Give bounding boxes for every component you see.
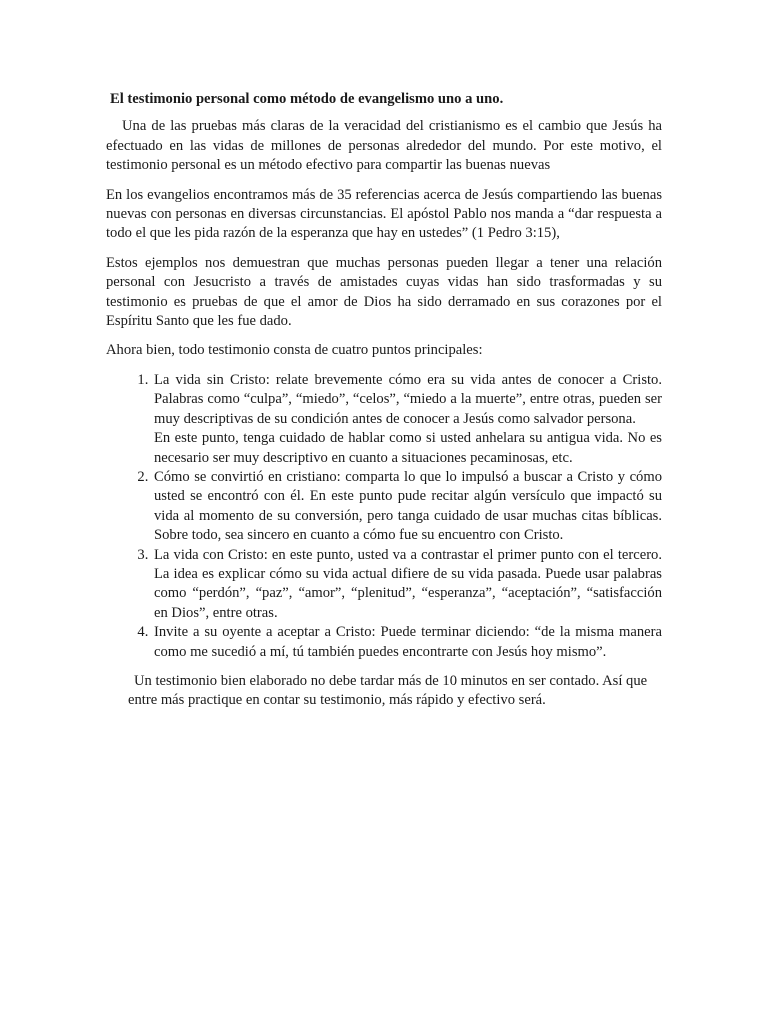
list-item-conversion (152, 468, 662, 546)
document-page (106, 90, 662, 721)
paragraph-points-intro: Ahora bien, todo testimonio consta de cuatro puntos principales: (106, 342, 483, 359)
point-4-text: Invite a su oyente a aceptar a Cristo: Puede terminar diciendo: “de la misma manera como me sucedió a mí, tú también puedes encontrarte con Jesús hoy mismo”. (154, 624, 662, 660)
document-title: El testimonio personal como método de evangelismo uno a uno. (110, 91, 504, 107)
list-item-life-with-christ (152, 546, 662, 624)
point-2-text: Cómo se convirtió en cristiano: comparta lo que lo impulsó a buscar a Cristo y cómo usted se encontró con él. En este punto pude recitar algún versículo que impactó su vida al momento de su conversión, pero tanga cuidado de usar muchas citas bíblicas. Sobre todo, sea sincero en cuanto a cómo fue su encuentro con Cristo. (154, 468, 662, 544)
paragraph-gospels: En los evangelios encontramos más de 35 referencias acerca de Jesús compartiendo las buenas nuevas con personas en diversas circunstancias. El apóstol Pablo nos manda a “dar respuesta a todo el que les pida razón de la esperanza que hay en ustedes” (1 Pedro 3:15), (106, 186, 662, 242)
point-3-text: La vida con Cristo: en este punto, usted va a contrastar el primer punto con el tercero. La idea es explicar cómo su vida actual difiere de su vida pasada. Puede usar palabras como “perdón”, “paz”, “amor”, “plenitud”, “esperanza”, “aceptación”, “satisfacción en Dios”, entre otras. (154, 546, 662, 621)
point-1-extra: En este punto, tenga cuidado de hablar como si usted anhelara su antigua vida. No es necesario ser muy descriptivo en cuanto a situaciones pecaminosas, etc. (154, 430, 662, 466)
list-item-invitation (152, 623, 662, 662)
list-item-life-without-christ (152, 371, 662, 468)
paragraph-closing: Un testimonio bien elaborado no debe tardar más de 10 minutos en ser contado. Así que entre más practique en contar su testimonio, más rápido y efectivo será. (128, 672, 648, 709)
points-list (106, 371, 662, 662)
paragraph-intro: Una de las pruebas más claras de la veracidad del cristianismo es el cambio que Jesús ha efectuado en las vidas de millones de personas alrededor del mundo. Por este motivo, el testimonio personal es un método efectivo para compartir las buenas nuevas (106, 118, 662, 174)
paragraph-examples: Estos ejemplos nos demuestran que muchas personas pueden llegar a tener una relación personal con Jesucristo a través de amistades cuyas vidas han sido trasformadas y su testimonio es pruebas de que el amor de Dios ha sido derramado en sus corazones por el Espíritu Santo que les fue dado. (106, 254, 662, 330)
point-1-text: La vida sin Cristo: relate brevemente cómo era su vida antes de conocer a Cristo. Palabras como “culpa”, “miedo”, “celos”, “miedo a la muerte”, entre otras, pueden ser muy descriptivas de su condición antes de conocer a Jesús como salvador persona. (154, 371, 662, 427)
